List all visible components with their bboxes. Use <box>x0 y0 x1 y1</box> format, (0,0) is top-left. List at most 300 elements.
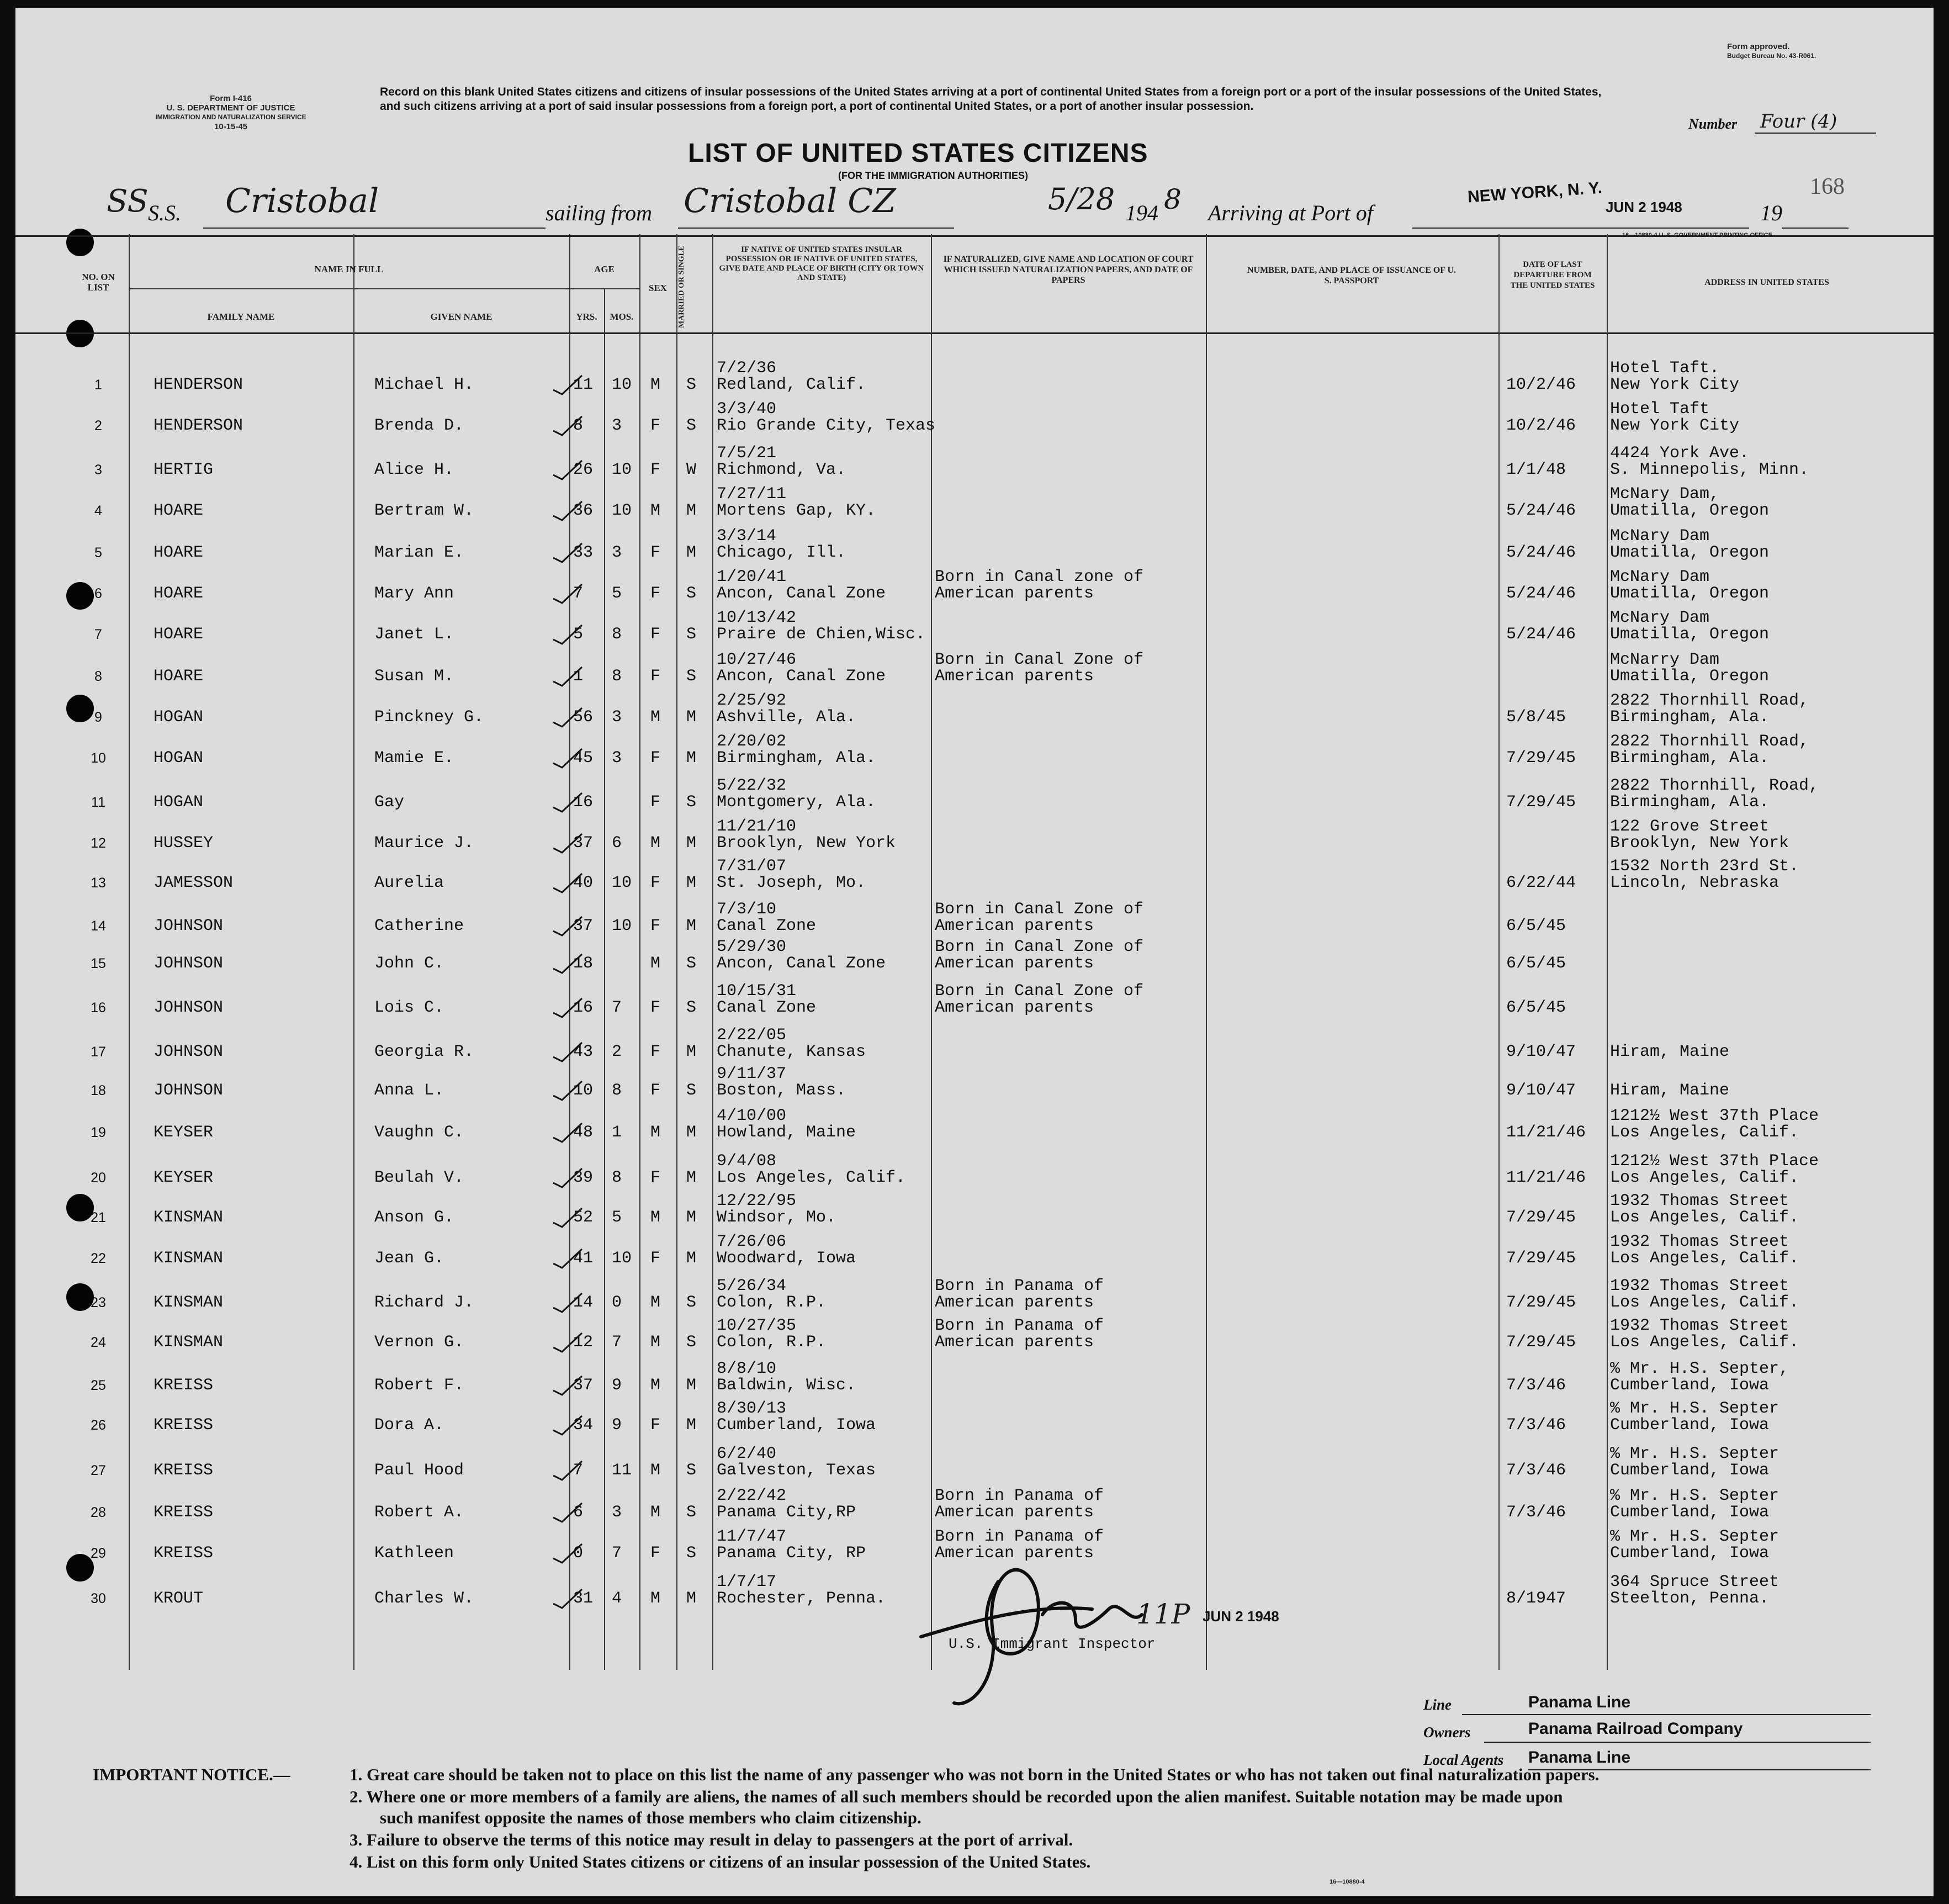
cell-yrs: 7 <box>573 1461 584 1480</box>
cell-dep: 7/3/46 <box>1506 1503 1566 1522</box>
cell-addr2: Cumberland, Iowa <box>1610 1376 1770 1395</box>
cell-addr1: McNary Dam <box>1610 527 1710 546</box>
cell-dep: 5/8/45 <box>1506 708 1566 727</box>
cell-family: HOGAN <box>153 708 204 727</box>
check-mark-icon <box>551 914 584 937</box>
cell-sex: F <box>650 1544 661 1563</box>
cell-birth2: Chicago, Ill. <box>717 543 846 562</box>
cell-mos: 9 <box>612 1416 622 1435</box>
cell-sex: M <box>650 1589 661 1608</box>
cell-ms: S <box>686 667 697 686</box>
cell-sex: F <box>650 793 661 812</box>
header-family-name: FAMILY NAME <box>207 311 275 322</box>
cell-no: 5 <box>94 545 102 560</box>
cell-given: Jean G. <box>374 1249 444 1268</box>
cell-ms: S <box>686 416 697 435</box>
cell-mos: 10 <box>612 917 632 935</box>
cell-birth1: 7/26/06 <box>717 1233 787 1251</box>
cell-given: Lois C. <box>374 998 444 1017</box>
cell-sex: F <box>650 1168 661 1187</box>
cell-ms: M <box>686 1043 697 1061</box>
ss-prefix: SS <box>107 183 149 219</box>
header-age: AGE <box>594 264 615 274</box>
notice-item-2: 2. Where one or more members of a family are aliens, the names of all such members should be recorded upon the alien manifest. Suitable notation may be made upon <box>349 1787 1563 1806</box>
check-mark-icon <box>551 747 584 769</box>
cell-family: HOARE <box>153 667 204 686</box>
agents-label: Local Agents <box>1423 1752 1504 1768</box>
cell-dep: 9/10/47 <box>1506 1081 1576 1100</box>
cell-yrs: 41 <box>573 1249 594 1268</box>
page-subtitle: (FOR THE IMMIGRATION AUTHORITIES) <box>838 170 1028 181</box>
cell-dep: 7/3/46 <box>1506 1376 1566 1395</box>
cell-addr1: 1212½ West 37th Place <box>1610 1107 1819 1125</box>
cell-given: Anson G. <box>374 1208 454 1227</box>
cell-ms: S <box>686 1503 697 1522</box>
cell-given: Aurelia <box>374 874 444 892</box>
ss-label: S.S. <box>148 200 181 225</box>
cell-ms: S <box>686 1081 697 1100</box>
cell-dep: 9/10/47 <box>1506 1043 1576 1061</box>
cell-addr1: Hotel Taft. <box>1610 359 1720 378</box>
cell-yrs: 52 <box>573 1208 594 1227</box>
inspector-signature <box>910 1548 1197 1714</box>
cell-addr1: 122 Grove Street <box>1610 817 1770 836</box>
cell-ms: S <box>686 954 697 973</box>
cell-no: 11 <box>91 795 105 810</box>
cell-sex: F <box>650 416 661 435</box>
cell-addr2: Lincoln, Nebraska <box>1610 874 1779 892</box>
cell-birth1: 2/22/05 <box>717 1026 787 1045</box>
cell-birth1: 5/29/30 <box>717 938 787 956</box>
cell-addr1: McNarry Dam <box>1610 650 1720 669</box>
cell-yrs: 56 <box>573 708 594 727</box>
check-mark-icon <box>551 665 584 687</box>
cell-no: 25 <box>91 1378 106 1393</box>
check-mark-icon <box>551 1587 584 1609</box>
cell-dep: 7/29/45 <box>1506 1293 1576 1312</box>
cell-mos: 9 <box>612 1376 622 1395</box>
cell-yrs: 37 <box>573 834 594 853</box>
cell-mos: 3 <box>612 749 622 768</box>
cell-birth1: 9/11/37 <box>717 1065 787 1083</box>
cell-dep: 11/21/46 <box>1506 1168 1586 1187</box>
cell-sex: M <box>650 834 661 853</box>
cell-dep: 6/5/45 <box>1506 998 1566 1017</box>
cell-given: Mary Ann <box>374 584 454 603</box>
cell-addr1: 2822 Thornhill, Road, <box>1610 776 1819 795</box>
cell-ms: M <box>686 543 697 562</box>
cell-addr1: % Mr. H.S. Septer, <box>1610 1360 1789 1378</box>
cell-dep: 7/29/45 <box>1506 793 1576 812</box>
cell-addr2: Cumberland, Iowa <box>1610 1416 1770 1435</box>
check-mark-icon <box>551 1040 584 1062</box>
cell-sex: M <box>650 1293 661 1312</box>
cell-family: HOARE <box>153 625 204 644</box>
check-mark-icon <box>551 414 584 436</box>
cell-yrs: 6 <box>573 1503 584 1522</box>
cell-no: 8 <box>94 669 102 684</box>
cell-yrs: 7 <box>573 584 584 603</box>
check-mark-icon <box>551 1374 584 1396</box>
cell-yrs: 33 <box>573 543 594 562</box>
header-mos: MOS. <box>610 311 634 322</box>
cell-birth2: Baldwin, Wisc. <box>717 1376 856 1395</box>
cell-given: John C. <box>374 954 444 973</box>
cell-ms: M <box>686 874 697 892</box>
notice-item-3: 3. Failure to observe the terms of this notice may result in delay to passengers at the port of arrival. <box>349 1830 1073 1849</box>
cell-nat2: American parents <box>935 1333 1094 1352</box>
header-departure: DATE OF LAST DEPARTURE FROM THE UNITED STATES <box>1510 260 1595 290</box>
cell-dep: 1/1/48 <box>1506 461 1566 479</box>
cell-no: 18 <box>91 1083 106 1098</box>
arrival-stamp: JUN 2 1948 <box>1606 199 1682 215</box>
cell-addr2: Los Angeles, Calif. <box>1610 1333 1799 1352</box>
cell-given: Robert F. <box>374 1376 464 1395</box>
cell-no: 3 <box>94 462 102 478</box>
cell-dep: 7/29/45 <box>1506 1333 1576 1352</box>
cell-birth1: 8/8/10 <box>717 1360 777 1378</box>
check-mark-icon <box>551 1206 584 1228</box>
cell-addr2: Umatilla, Oregon <box>1610 625 1770 644</box>
cell-birth1: 7/31/07 <box>717 857 787 876</box>
cell-addr1: 4424 York Ave. <box>1610 444 1750 463</box>
approval-block <box>1727 42 1816 61</box>
form-approved: Form approved. <box>1727 42 1790 51</box>
cell-birth2: Ancon, Canal Zone <box>717 954 886 973</box>
cell-birth2: Woodward, Iowa <box>717 1249 856 1268</box>
header-yrs: YRS. <box>576 311 597 322</box>
cell-family: KINSMAN <box>153 1333 224 1352</box>
cell-mos: 5 <box>612 584 622 603</box>
cell-given: Dora A. <box>374 1416 444 1435</box>
cell-dep: 8/1947 <box>1506 1589 1566 1608</box>
cell-sex: M <box>650 375 661 394</box>
cell-yrs: 12 <box>573 1333 594 1352</box>
cell-mos: 8 <box>612 625 622 644</box>
cell-addr2: Los Angeles, Calif. <box>1610 1249 1799 1268</box>
cell-ms: S <box>686 1333 697 1352</box>
cell-yrs: 16 <box>573 793 594 812</box>
cell-addr2: Umatilla, Oregon <box>1610 667 1770 686</box>
cell-yrs: 11 <box>573 375 594 394</box>
cell-birth2: Birmingham, Ala. <box>717 749 876 768</box>
cell-family: HOARE <box>153 584 204 603</box>
number-label: Number <box>1688 116 1738 132</box>
notice-heading: IMPORTANT NOTICE.— <box>93 1765 290 1784</box>
cell-mos: 0 <box>612 1293 622 1312</box>
cell-dep: 7/3/46 <box>1506 1461 1566 1480</box>
cell-birth1: 12/22/95 <box>717 1192 797 1210</box>
cell-addr1: % Mr. H.S. Septer <box>1610 1487 1779 1505</box>
header-address: ADDRESS IN UNITED STATES <box>1704 278 1829 287</box>
cell-nat2: American parents <box>935 1293 1094 1312</box>
header-married: MARRIED OR SINGLE <box>677 245 686 328</box>
cell-addr2: Los Angeles, Calif. <box>1610 1168 1799 1187</box>
cell-birth1: 2/22/42 <box>717 1487 787 1505</box>
cell-ms: M <box>686 1249 697 1268</box>
cell-addr2: Hiram, Maine <box>1610 1081 1730 1100</box>
page-title: LIST OF UNITED STATES CITIZENS <box>688 139 1148 168</box>
cell-birth2: Canal Zone <box>717 998 817 1017</box>
cell-mos: 7 <box>612 1333 622 1352</box>
cell-addr1: 1932 Thomas Street <box>1610 1192 1789 1210</box>
cell-ms: M <box>686 1416 697 1435</box>
cell-ms: M <box>686 834 697 853</box>
header-native: IF NATIVE OF UNITED STATES INSULAR POSSESSION OR IF NATIVE OF UNITED STATES, GIVE DATE AND PLACE OF BIRTH (CITY OR TOWN AND STATE) <box>719 245 924 282</box>
cell-birth1: 10/27/46 <box>717 650 797 669</box>
cell-addr2: Umatilla, Oregon <box>1610 543 1770 562</box>
cell-sex: F <box>650 917 661 935</box>
cell-birth2: Los Angeles, Calif. <box>717 1168 906 1187</box>
check-mark-icon <box>551 996 584 1018</box>
cell-sex: F <box>650 667 661 686</box>
cell-no: 13 <box>91 875 106 891</box>
cell-nat2: American parents <box>935 1503 1094 1522</box>
cell-birth1: 5/26/34 <box>717 1277 787 1295</box>
cell-yrs: 31 <box>573 1589 594 1608</box>
cell-addr2: Los Angeles, Calif. <box>1610 1123 1799 1142</box>
cell-family: KEYSER <box>153 1168 214 1187</box>
cell-addr2: Los Angeles, Calif. <box>1610 1208 1799 1227</box>
cell-mos: 3 <box>612 416 622 435</box>
cell-no: 9 <box>94 710 102 725</box>
cell-birth2: Ashville, Ala. <box>717 708 856 727</box>
check-mark-icon <box>551 791 584 813</box>
cell-birth1: 1/7/17 <box>717 1573 777 1591</box>
cell-dep: 7/29/45 <box>1506 1249 1576 1268</box>
cell-addr2: Umatilla, Oregon <box>1610 584 1770 603</box>
cell-ms: S <box>686 1544 697 1563</box>
cell-addr1: McNary Dam <box>1610 568 1710 586</box>
cell-given: Marian E. <box>374 543 464 562</box>
cell-ms: S <box>686 1293 697 1312</box>
cell-no: 14 <box>91 918 106 934</box>
cell-birth1: 4/10/00 <box>717 1107 787 1125</box>
notice-item-1: 1. Great care should be taken not to place on this list the name of any passenger who was not born in the United States or who has not taken out final naturalization papers. <box>349 1765 1600 1784</box>
cell-no: 1 <box>94 377 102 393</box>
form-block <box>153 94 308 131</box>
cell-birth1: 6/2/40 <box>717 1445 777 1463</box>
cell-birth2: St. Joseph, Mo. <box>717 874 866 892</box>
check-mark-icon <box>551 1501 584 1523</box>
cell-sex: M <box>650 1123 661 1142</box>
cell-family: JOHNSON <box>153 917 224 935</box>
cell-sex: M <box>650 954 661 973</box>
cell-given: Michael H. <box>374 375 474 394</box>
cell-sex: F <box>650 461 661 479</box>
cell-yrs: 16 <box>573 998 594 1017</box>
cell-birth1: 11/21/10 <box>717 817 797 836</box>
cell-birth2: Montgomery, Ala. <box>717 793 876 812</box>
cell-ms: M <box>686 708 697 727</box>
cell-birth1: 2/25/92 <box>717 691 787 710</box>
cell-no: 23 <box>91 1295 106 1310</box>
cell-no: 26 <box>91 1418 106 1433</box>
check-mark-icon <box>551 1542 584 1564</box>
inspector-number: 11P <box>1136 1598 1190 1630</box>
cell-addr2: New York City <box>1610 375 1740 394</box>
cell-no: 16 <box>91 1000 106 1016</box>
cell-birth2: Richmond, Va. <box>717 461 846 479</box>
cell-ms: M <box>686 1376 697 1395</box>
cell-no: 4 <box>94 503 102 519</box>
cell-dep: 7/29/45 <box>1506 1208 1576 1227</box>
cell-given: Susan M. <box>374 667 454 686</box>
check-mark-icon <box>551 1414 584 1436</box>
cell-addr2: Cumberland, Iowa <box>1610 1544 1770 1563</box>
cell-no: 17 <box>91 1044 106 1060</box>
cell-ms: S <box>686 998 697 1017</box>
ship-name: Cristobal <box>225 182 379 220</box>
cell-dep: 6/5/45 <box>1506 954 1566 973</box>
cell-birth2: Colon, R.P. <box>717 1333 827 1352</box>
cell-birth2: Ancon, Canal Zone <box>717 584 886 603</box>
check-mark-icon <box>551 952 584 974</box>
cell-mos: 10 <box>612 1249 632 1268</box>
cell-family: HOARE <box>153 501 204 520</box>
header-sex: SEX <box>648 283 668 293</box>
cell-no: 29 <box>91 1546 106 1561</box>
cell-dep: 7/3/46 <box>1506 1416 1566 1435</box>
cell-family: HERTIG <box>153 461 214 479</box>
cell-ms: S <box>686 584 697 603</box>
cell-birth1: 5/22/32 <box>717 776 787 795</box>
cell-birth2: Galveston, Texas <box>717 1461 876 1480</box>
cell-ms: M <box>686 749 697 768</box>
cell-birth1: 9/4/08 <box>717 1152 777 1171</box>
cell-no: 15 <box>91 956 106 971</box>
cell-yrs: 36 <box>573 501 594 520</box>
cell-addr1: % Mr. H.S. Septer <box>1610 1399 1779 1418</box>
cell-yrs: 5 <box>573 625 584 644</box>
check-mark-icon <box>551 1331 584 1353</box>
cell-sex: M <box>650 708 661 727</box>
cell-ms: S <box>686 793 697 812</box>
line-label: Line <box>1423 1696 1452 1713</box>
owners-value: Panama Railroad Company <box>1528 1720 1743 1738</box>
cell-mos: 8 <box>612 667 622 686</box>
cell-mos: 8 <box>612 1081 622 1100</box>
cell-birth1: 11/7/47 <box>717 1527 787 1546</box>
inspector-stamp: JUN 2 1948 <box>1203 1608 1279 1625</box>
cell-given: Robert A. <box>374 1503 464 1522</box>
cell-given: Bertram W. <box>374 501 474 520</box>
cell-family: KREISS <box>153 1416 214 1435</box>
cell-birth2: Canal Zone <box>717 917 817 935</box>
year-handwritten: 8 <box>1164 183 1182 215</box>
cell-mos: 11 <box>612 1461 632 1480</box>
cell-no: 6 <box>94 586 102 601</box>
cell-sex: F <box>650 1416 661 1435</box>
record-instructions: Record on this blank United States citizens and citizens of insular possessions of the United States arriving at a port of continental United States from a foreign port or a port of the insular possessions of the United States, and such citizens arriving at a port of said insular possessions from a foreign port, a port of continental United States, or a port of another insular possession. <box>380 86 1602 113</box>
cell-nat2: American parents <box>935 917 1094 935</box>
year-suffix: 19 <box>1760 200 1782 225</box>
cell-nat1: Born in Canal Zone of <box>935 938 1144 956</box>
cell-addr2: S. Minnepolis, Minn. <box>1610 461 1809 479</box>
header-naturalized: IF NATURALIZED, GIVE NAME AND LOCATION OF COURT WHICH ISSUED NATURALIZATION PAPERS, AND DATE OF PAPERS <box>943 255 1194 285</box>
cell-no: 22 <box>91 1251 106 1266</box>
cell-family: JOHNSON <box>153 954 224 973</box>
cell-birth2: Howland, Maine <box>717 1123 856 1142</box>
cell-no: 20 <box>91 1170 106 1186</box>
sailing-from: Cristobal CZ <box>684 182 896 220</box>
header-passport: NUMBER, DATE, AND PLACE OF ISSUANCE OF U. S. PASSPORT <box>1247 266 1457 285</box>
cell-mos: 10 <box>612 501 632 520</box>
cell-given: Georgia R. <box>374 1043 474 1061</box>
cell-nat1: Born in Canal Zone of <box>935 650 1144 669</box>
cell-addr1: 1212½ West 37th Place <box>1610 1152 1819 1171</box>
cell-nat1: Born in Panama of <box>935 1277 1104 1295</box>
cell-no: 12 <box>91 835 106 851</box>
cell-birth1: 2/20/02 <box>717 732 787 751</box>
departure-date: 5/28 <box>1048 182 1115 216</box>
cell-given: Mamie E. <box>374 749 454 768</box>
cell-mos: 10 <box>612 461 632 479</box>
cell-given: Kathleen <box>374 1544 454 1563</box>
form-date: 10-15-45 <box>214 122 248 131</box>
cell-family: KREISS <box>153 1376 214 1395</box>
cell-given: Brenda D. <box>374 416 464 435</box>
cell-birth1: 10/15/31 <box>717 982 797 1001</box>
cell-addr2: Birmingham, Ala. <box>1610 749 1770 768</box>
cell-ms: M <box>686 1589 697 1608</box>
cell-given: Pinckney G. <box>374 708 484 727</box>
cell-family: HUSSEY <box>153 834 214 853</box>
cell-yrs: 48 <box>573 1123 594 1142</box>
cell-given: Vaughn C. <box>374 1123 464 1142</box>
cell-yrs: 0 <box>573 1544 584 1563</box>
cell-addr1: McNary Dam <box>1610 609 1710 627</box>
cell-ms: M <box>686 501 697 520</box>
cell-ms: M <box>686 917 697 935</box>
cell-given: Beulah V. <box>374 1168 464 1187</box>
arriving-label: Arriving at Port of <box>1208 200 1373 225</box>
cell-nat1: Born in Canal zone of <box>935 568 1144 586</box>
cell-yrs: 18 <box>573 954 594 973</box>
cell-addr1: 1932 Thomas Street <box>1610 1233 1789 1251</box>
cell-mos: 7 <box>612 1544 622 1563</box>
cell-birth1: 10/13/42 <box>717 609 797 627</box>
cell-mos: 3 <box>612 1503 622 1522</box>
cell-given: Anna L. <box>374 1081 444 1100</box>
cell-mos: 1 <box>612 1123 622 1142</box>
cell-yrs: 37 <box>573 917 594 935</box>
cell-no: 7 <box>94 627 102 642</box>
check-mark-icon <box>551 541 584 563</box>
cell-addr1: 1932 Thomas Street <box>1610 1277 1789 1295</box>
cell-addr2: Birmingham, Ala. <box>1610 793 1770 812</box>
cell-addr2: New York City <box>1610 416 1740 435</box>
budget-number: Budget Bureau No. 43-R061. <box>1727 52 1816 60</box>
cell-sex: F <box>650 998 661 1017</box>
cell-sex: F <box>650 584 661 603</box>
cell-sex: F <box>650 543 661 562</box>
cell-birth2: Boston, Mass. <box>717 1081 846 1100</box>
cell-birth2: Rochester, Penna. <box>717 1589 886 1608</box>
cell-dep: 10/2/46 <box>1506 416 1576 435</box>
cell-family: KREISS <box>153 1503 214 1522</box>
cell-yrs: 8 <box>573 416 584 435</box>
cell-nat2: American parents <box>935 667 1094 686</box>
cell-birth2: Cumberland, Iowa <box>717 1416 876 1435</box>
cell-yrs: 45 <box>573 749 594 768</box>
cell-dep: 6/5/45 <box>1506 917 1566 935</box>
check-mark-icon <box>551 1459 584 1481</box>
cell-sex: F <box>650 1043 661 1061</box>
port-stamp: NEW YORK, N. Y. <box>1467 178 1603 207</box>
cell-addr1: McNary Dam, <box>1610 485 1720 504</box>
cell-yrs: 26 <box>573 461 594 479</box>
